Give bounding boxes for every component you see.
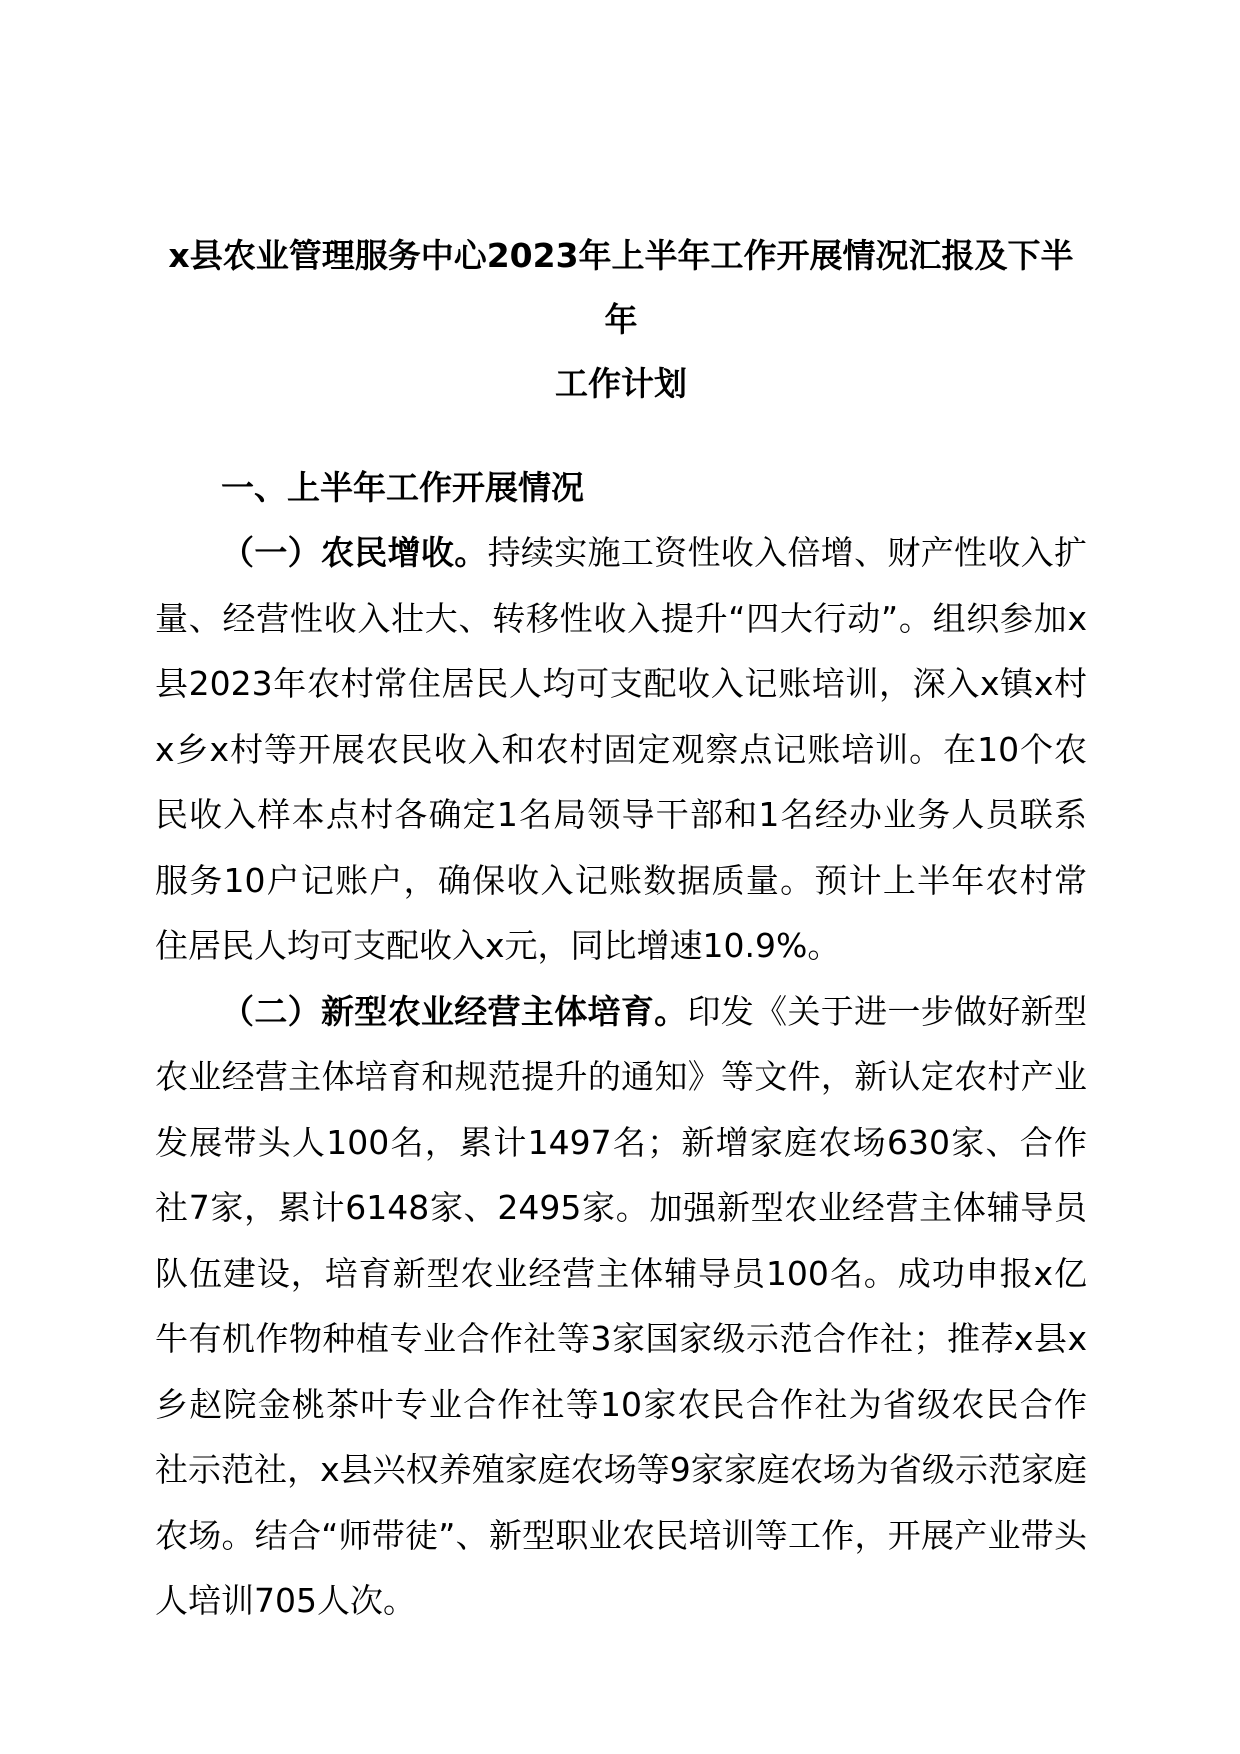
section-heading-1: 一、上半年工作开展情况 [221,468,584,507]
paragraph-new-business-entities [155,979,1087,1634]
paragraph-body: 印发《关于进一步做好新型农业经营主体培育和规范提升的通知》等文件，新认定农村产业发展带头人100名，累计1497名；新增家庭农场630家、合作社7家，累计6148家、2495家。加强新型农业经营主体辅导员队伍建设，培育新型农业经营主体辅导员100名。成功申报x亿牛有机作物种植专业合作社等3家国家级示范合作社；推荐x县x乡赵院金桃茶叶专业合作社等10家农民合作社为省级农民合作社示范社，x县兴权养殖家庭农场等9家家庭农场为省级示范家庭农场。结合“师带徒”、新型职业农民培训等工作，开展产业带头人培训705人次。 [155,991,1088,1620]
title-line-2: 工作计划 [555,364,687,403]
title-line-1: x县农业管理服务中心2023年上半年工作开展情况汇报及下半年 [168,236,1074,339]
paragraph-lead: （二）新型农业经营主体培育。 [221,991,688,1031]
document-title [155,224,1087,416]
paragraph-body: 持续实施工资性收入倍增、财产性收入扩量、经营性收入壮大、转移性收入提升“四大行动”。组织参加x县2023年农村常住居民人均可支配收入记账培训，深入x镇x村x乡x村等开展农民收入和农村固定观察点记账培训。在10个农民收入样本点村各确定1名局领导干部和1名经办业务人员联系服务10户记账户，确保收入记账数据质量。预计上半年农村常住居民人均可支配收入x元，同比增速10.9%。 [155,533,1088,965]
paragraph-farmer-income [155,520,1087,979]
paragraph-lead: （一）农民增收。 [221,533,488,572]
